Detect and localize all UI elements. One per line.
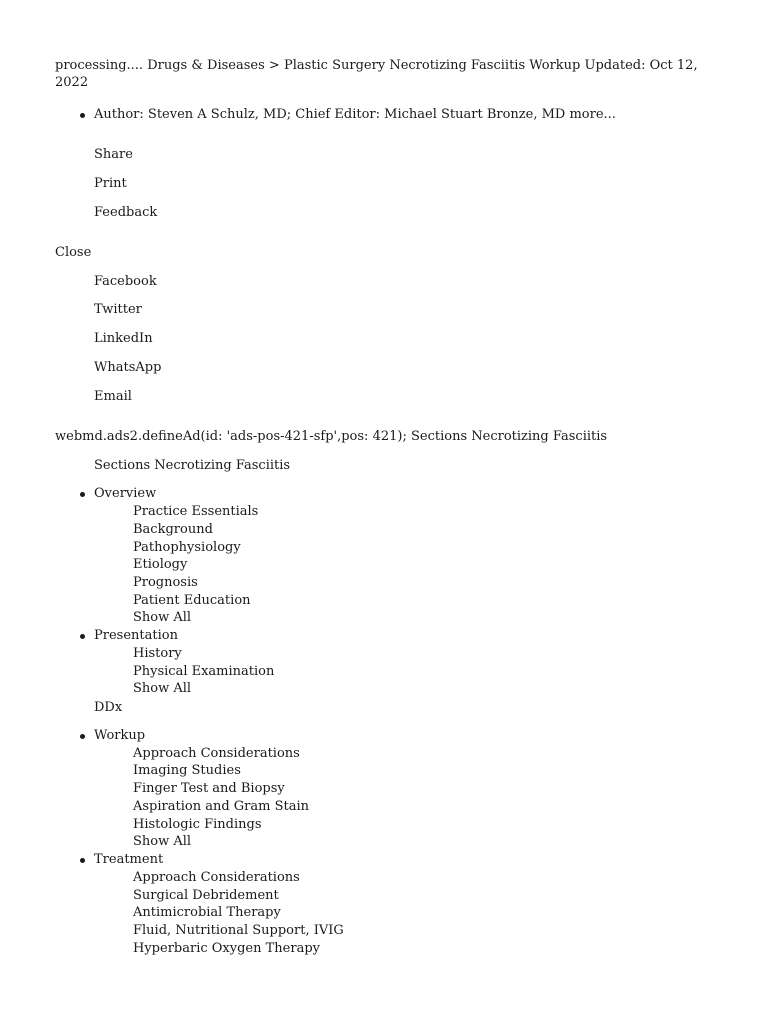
nav-item-show-all[interactable]: Show All: [133, 610, 192, 625]
nav-item-antimicrobial-therapy[interactable]: Antimicrobial Therapy: [133, 905, 281, 920]
nav-presentation[interactable]: Presentation: [94, 628, 178, 643]
nav-item-show-all[interactable]: Show All: [133, 681, 192, 696]
nav-item-finger-test-biopsy[interactable]: Finger Test and Biopsy: [133, 781, 285, 796]
author-bullet: [80, 113, 85, 118]
print-button[interactable]: Print: [94, 176, 127, 191]
sections-inline-label: Sections Necrotizing Fasciitis: [410, 429, 608, 444]
nav-bullet: [80, 492, 85, 497]
share-button[interactable]: Share: [94, 147, 133, 162]
nav-item-practice-essentials[interactable]: Practice Essentials: [133, 504, 259, 519]
nav-item-history[interactable]: History: [133, 646, 182, 661]
nav-item-approach-considerations[interactable]: Approach Considerations: [133, 746, 300, 761]
close-button[interactable]: Close: [55, 245, 92, 260]
nav-item-patient-education[interactable]: Patient Education: [133, 593, 251, 608]
processing-text: processing....: [55, 58, 144, 73]
nav-bullet: [80, 734, 85, 739]
ad-script-text: webmd.ads2.defineAd(id: 'ads-pos-421-sfp',pos: 421);: [55, 429, 407, 444]
chief-editor-label: Chief Editor:: [295, 107, 380, 122]
updated-date: Updated: Oct 12, 2022: [55, 58, 698, 90]
breadcrumb-drugs-diseases[interactable]: Drugs & Diseases: [147, 58, 265, 73]
share-facebook-link[interactable]: Facebook: [94, 274, 157, 289]
share-email-link[interactable]: Email: [94, 389, 132, 404]
nav-treatment[interactable]: Treatment: [94, 852, 164, 867]
author-label: Author:: [94, 107, 144, 122]
author-line: [94, 106, 616, 123]
nav-item-pathophysiology[interactable]: Pathophysiology: [133, 540, 241, 555]
nav-item-fluid-nutritional-ivig[interactable]: Fluid, Nutritional Support, IVIG: [133, 923, 344, 938]
nav-item-surgical-debridement[interactable]: Surgical Debridement: [133, 888, 279, 903]
share-twitter-link[interactable]: Twitter: [94, 302, 142, 317]
nav-item-etiology[interactable]: Etiology: [133, 557, 188, 572]
nav-workup[interactable]: Workup: [94, 728, 146, 743]
nav-ddx[interactable]: DDx: [94, 700, 123, 715]
nav-item-prognosis[interactable]: Prognosis: [133, 575, 198, 590]
breadcrumb-separator: >: [268, 58, 280, 73]
more-authors-link[interactable]: more...: [569, 107, 616, 122]
nav-item-imaging-studies[interactable]: Imaging Studies: [133, 763, 241, 778]
page-title: Necrotizing Fasciitis Workup: [389, 58, 581, 73]
nav-item-aspiration-gram-stain[interactable]: Aspiration and Gram Stain: [133, 799, 310, 814]
nav-item-approach-considerations[interactable]: Approach Considerations: [133, 870, 300, 885]
chief-editor-name-link[interactable]: Michael Stuart Bronze, MD: [384, 107, 566, 122]
ad-script-line: [55, 428, 607, 445]
nav-item-show-all[interactable]: Show All: [133, 834, 192, 849]
feedback-button[interactable]: Feedback: [94, 205, 158, 220]
nav-bullet: [80, 858, 85, 863]
nav-item-physical-examination[interactable]: Physical Examination: [133, 664, 275, 679]
nav-overview[interactable]: Overview: [94, 486, 157, 501]
article-header: [55, 57, 705, 91]
sections-title: Sections Necrotizing Fasciitis: [94, 458, 291, 473]
nav-item-histologic-findings[interactable]: Histologic Findings: [133, 817, 262, 832]
nav-item-background[interactable]: Background: [133, 522, 213, 537]
nav-item-hyperbaric-oxygen[interactable]: Hyperbaric Oxygen Therapy: [133, 941, 320, 956]
breadcrumb-plastic-surgery[interactable]: Plastic Surgery: [283, 58, 386, 73]
nav-bullet: [80, 634, 85, 639]
share-linkedin-link[interactable]: LinkedIn: [94, 331, 153, 346]
author-name-link[interactable]: Steven A Schulz, MD;: [147, 107, 292, 122]
share-whatsapp-link[interactable]: WhatsApp: [94, 360, 162, 375]
